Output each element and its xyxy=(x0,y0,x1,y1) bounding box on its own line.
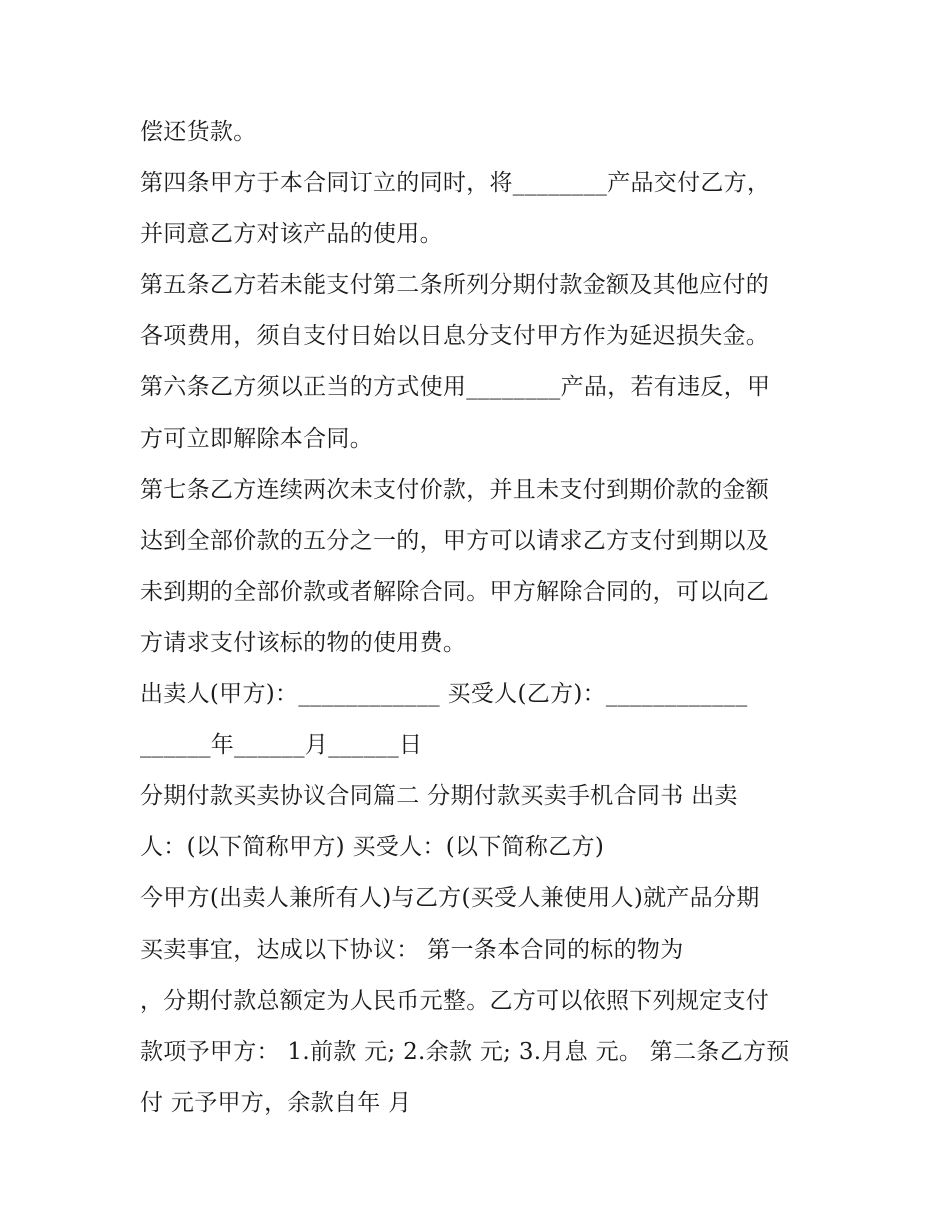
text-line: 各项费用，须自支付日始以日息分支付甲方作为延迟损失金。 xyxy=(140,323,770,350)
text-line: 款项予甲方： 1.前款 元; 2.余款 元; 3.月息 元。 第二条乙方预 xyxy=(140,1038,790,1065)
document-body xyxy=(140,107,830,1129)
text-line: 未到期的全部价款或者解除合同。甲方解除合同的，可以向乙 xyxy=(140,578,770,605)
text-line: 今甲方(出卖人兼所有人)与乙方(买受人兼使用人)就产品分期 xyxy=(140,885,760,912)
signature-line: 出卖人(甲方)：____________ 买受人(乙方)：____________ xyxy=(140,681,748,708)
text-line: 达到全部价款的五分之一的，甲方可以请求乙方支付到期以及 xyxy=(140,527,770,554)
text-line: 付 元予甲方，余款自年 月 xyxy=(140,1089,412,1116)
text-line: 第四条甲方于本合同订立的同时，将________产品交付乙方， xyxy=(140,170,771,197)
text-line: ，分期付款总额定为人民币元整。乙方可以依照下列规定支付 xyxy=(140,987,770,1014)
text-line: 第七条乙方连续两次未支付价款，并且未支付到期价款的金额 xyxy=(140,476,770,503)
date-line: ______年______月______日 xyxy=(140,732,423,759)
text-line: 并同意乙方对该产品的使用。 xyxy=(140,221,443,248)
text-line: 第六条乙方须以正当的方式使用________产品，若有违反，甲 xyxy=(140,374,771,401)
text-line: 方可立即解除本合同。 xyxy=(140,425,373,452)
text-line: 第五条乙方若未能支付第二条所列分期付款金额及其他应付的 xyxy=(140,272,770,299)
text-line: 分期付款买卖协议合同篇二 分期付款买卖手机合同书 出卖 xyxy=(140,783,738,810)
text-line: 买卖事宜，达成以下协议： 第一条本合同的标的物为 xyxy=(140,936,684,963)
text-line: 人：(以下简称甲方) 买受人：(以下简称乙方) xyxy=(140,834,605,861)
text-line: 方请求支付该标的物的使用费。 xyxy=(140,629,467,656)
text-line: 偿还货款。 xyxy=(140,119,257,145)
